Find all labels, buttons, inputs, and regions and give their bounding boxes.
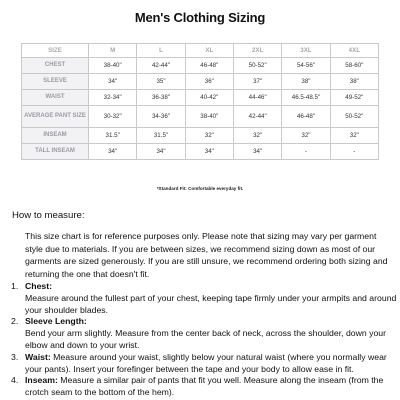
table-row-sleeve	[22, 74, 379, 90]
column-header: SIZE	[22, 44, 89, 58]
table-cell: 32"	[185, 128, 233, 144]
step-number: 4.	[11, 375, 19, 386]
table-row-average-pant-size	[22, 106, 379, 128]
table-row-waist	[22, 90, 379, 106]
table-cell: 34"	[89, 74, 137, 90]
step-chest	[0, 281, 397, 316]
fit-footnote: *Standard Fit: Comfortable everyday fit.	[156, 186, 244, 191]
table-row-chest	[22, 58, 379, 74]
size-chart-disclaimer: This size chart is for reference purposes only. Please note that sizing may vary per garment style due to materials. If you are between sizes, we recommend sizing down as most of our garments are sized generously. If you are still unsure, we recommend ordering both sizing and returning the one that doesn't fit.	[25, 231, 388, 279]
table-row-tall-inseam	[22, 144, 379, 160]
column-header: M	[89, 44, 137, 58]
row-label: AVERAGE PANT SIZE	[22, 106, 89, 128]
table-cell: 32"	[330, 128, 378, 144]
step-text: Measure a similar pair of pants that fit you well. Measure along the inseam (from the crotch seam to the bottom of the hem).	[25, 375, 384, 398]
table-cell: 38-40"	[89, 58, 137, 74]
table-cell: 46.5-48.5"	[282, 90, 330, 106]
table-cell: 50-52"	[233, 58, 281, 74]
table-cell: 36"	[185, 74, 233, 90]
table-cell: 42-44"	[233, 106, 281, 128]
table-cell: 32-34"	[89, 90, 137, 106]
step-sleeve-length	[0, 316, 397, 351]
step-text: Measure around your waist, slightly below your natural waist (where you normally wear your pants). Insert your forefinger between the tape and your body to allow ease in fit.	[25, 351, 387, 374]
measurement-steps	[0, 281, 400, 399]
table-cell: 35"	[137, 74, 185, 90]
table-cell: 46-48"	[282, 106, 330, 128]
table-cell: 37"	[233, 74, 281, 90]
table-cell: 58-60"	[330, 58, 378, 74]
row-label: INSEAM	[22, 128, 89, 144]
how-to-measure-heading: How to measure:	[12, 210, 85, 221]
table-cell: 36-38"	[137, 90, 185, 106]
step-text: Measure around the fullest part of your chest, keeping tape firmly under your armpits and around your shoulder blades.	[25, 292, 397, 315]
step-number: 3.	[11, 351, 19, 362]
row-label: CHEST	[22, 58, 89, 74]
column-header: XL	[185, 44, 233, 58]
table-cell: 40-42"	[185, 90, 233, 106]
size-chart-table	[21, 43, 379, 160]
table-cell: 31.5"	[89, 128, 137, 144]
table-cell: 50-52"	[330, 106, 378, 128]
column-header: 4XL	[330, 44, 378, 58]
table-cell: 34"	[137, 144, 185, 160]
column-header: L	[137, 44, 185, 58]
table-cell: -	[282, 144, 330, 160]
table-cell: -	[330, 144, 378, 160]
step-number: 2.	[11, 316, 19, 327]
step-heading: Waist:	[25, 351, 51, 362]
step-number: 1.	[11, 281, 19, 291]
table-row-inseam	[22, 128, 379, 144]
table-header-row	[22, 44, 379, 58]
step-waist	[0, 352, 397, 376]
step-heading: Inseam:	[25, 375, 58, 386]
page-title: Men's Clothing Sizing	[134, 10, 266, 25]
table-cell: 34"	[185, 144, 233, 160]
row-label: WAIST	[22, 90, 89, 106]
column-header: 3XL	[282, 44, 330, 58]
table-cell: 49-52"	[330, 90, 378, 106]
step-heading: Chest:	[25, 281, 53, 291]
table-cell: 38-40"	[185, 106, 233, 128]
column-header: 2XL	[233, 44, 281, 58]
table-cell: 42-44"	[137, 58, 185, 74]
table-cell: 46-48"	[185, 58, 233, 74]
table-cell: 30-32"	[89, 106, 137, 128]
table-cell: 31.5"	[137, 128, 185, 144]
table-cell: 34"	[233, 144, 281, 160]
step-heading: Sleeve Length:	[25, 316, 87, 327]
step-inseam	[0, 375, 397, 399]
table-cell: 32"	[233, 128, 281, 144]
row-label: TALL INSEAM	[22, 144, 89, 160]
table-cell: 32"	[282, 128, 330, 144]
row-label: SLEEVE	[22, 74, 89, 90]
table-cell: 34-36"	[137, 106, 185, 128]
table-cell: 34"	[89, 144, 137, 160]
table-cell: 38"	[282, 74, 330, 90]
table-cell: 38"	[330, 74, 378, 90]
step-text: Bend your arm slightly. Measure from the center back of neck, across the shoulder, down your elbow and down to your wrist.	[25, 328, 387, 350]
table-cell: 44-46"	[233, 90, 281, 106]
table-cell: 54-56"	[282, 58, 330, 74]
